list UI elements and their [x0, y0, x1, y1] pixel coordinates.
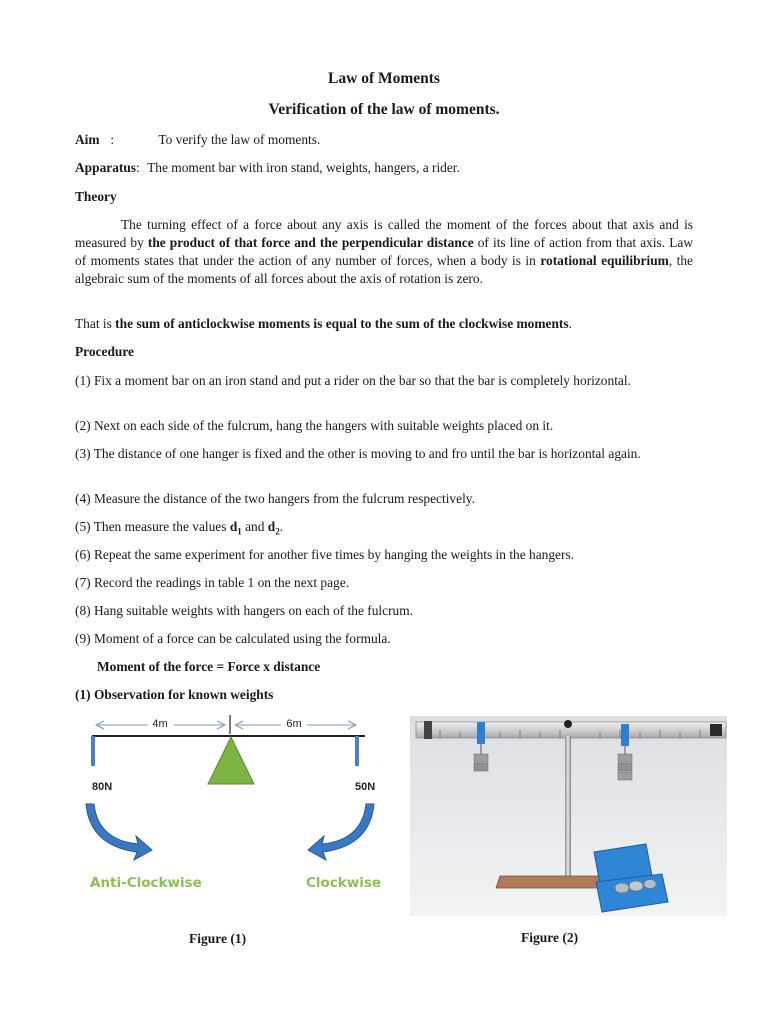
anticlockwise-label: Anti-Clockwise: [90, 875, 202, 891]
procedure-step-3: (3) The distance of one hanger is fixed and the other is moving to and fro until the bar is horizontal again.: [75, 446, 641, 461]
statement-end: .: [568, 316, 572, 331]
observation-heading: (1) Observation for known weights: [75, 687, 274, 702]
right-hanger-clip: [621, 724, 629, 746]
stand-rod: [565, 736, 571, 884]
aim-sep: :: [110, 132, 115, 147]
aim-row: [75, 131, 693, 149]
d2-subscript: 2: [275, 526, 280, 537]
pivot-knob: [564, 720, 572, 728]
box-weight-3: [644, 880, 656, 889]
right-weight-2: [618, 763, 632, 771]
apparatus-sep: :: [136, 160, 140, 175]
figure-2-apparatus-photo: [410, 716, 727, 916]
theory-bold-2: rotational equilibrium: [540, 253, 669, 268]
page-title: Law of Moments: [328, 70, 440, 87]
figure-1-caption: Figure (1): [189, 931, 247, 946]
procedure-step-1: (1) Fix a moment bar on an iron stand and put a rider on the bar so that the bar is completely horizontal.: [75, 373, 631, 388]
clockwise-arrow-icon: [308, 804, 374, 860]
step-5-end: .: [279, 519, 284, 534]
apparatus-row: [75, 159, 693, 177]
box-weight-1: [615, 883, 629, 893]
bar-end-clamp: [424, 721, 432, 739]
procedure-step-6: (6) Repeat the same experiment for another five times by hanging the weights in the hangers.: [75, 547, 575, 562]
left-hanger: [91, 736, 95, 766]
formula: Moment of the force = Force x distance: [97, 659, 321, 674]
right-weight-1: [618, 754, 632, 762]
statement-text-1: That is: [75, 316, 116, 331]
apparatus-text: The moment bar with iron stand, weights, hangers, a rider.: [147, 160, 460, 175]
right-weight-3: [618, 772, 632, 780]
anticlockwise-arrow-icon: [86, 804, 152, 860]
apparatus-label: Apparatus: [75, 160, 137, 175]
theory-statement: [75, 315, 693, 333]
procedure-step-5: [75, 518, 693, 541]
theory-heading: Theory: [75, 189, 117, 204]
right-force-label: 50N: [355, 781, 376, 793]
statement-bold: the sum of anticlockwise moments is equal to the sum of the clockwise moments: [115, 316, 569, 331]
step-5-text: (5) Then measure the values: [75, 519, 230, 534]
procedure-heading: Procedure: [75, 344, 135, 359]
left-hanger-clip: [477, 722, 485, 744]
clockwise-label: Clockwise: [306, 875, 382, 891]
procedure-step-7: (7) Record the readings in table 1 on the next page.: [75, 575, 350, 590]
procedure-step-9: (9) Moment of a force can be calculated using the formula.: [75, 631, 391, 646]
page-subtitle: Verification of the law of moments.: [268, 101, 500, 118]
d1-subscript: 1: [237, 526, 242, 537]
theory-text-2: of its line of action from that axis. Law of moments states that under the action of any number of forces, when a body is in: [75, 235, 693, 268]
right-distance-label: 6m: [286, 718, 302, 730]
procedure-step-4: (4) Measure the distance of the two hangers from the fulcrum respectively.: [75, 491, 475, 506]
bar-end-cap: [710, 724, 722, 736]
d2-symbol: d: [267, 519, 276, 534]
left-distance-label: 4m: [152, 718, 168, 730]
procedure-step-8: (8) Hang suitable weights with hangers on each of the fulcrum.: [75, 603, 414, 618]
figure-2-caption: Figure (2): [521, 930, 579, 945]
aim-label: Aim: [75, 132, 100, 147]
left-weight-2: [474, 763, 488, 771]
right-hanger: [355, 736, 359, 766]
figure-1-lever-diagram: [80, 712, 390, 902]
left-weight-1: [474, 754, 488, 762]
step-5-and: and: [241, 519, 268, 534]
theory-text-3: , the algebraic sum of the moments of all forces about the axis of rotation is zero.: [75, 253, 693, 286]
aim-text: To verify the law of moments.: [158, 132, 321, 147]
procedure-step-2: (2) Next on each side of the fulcrum, hang the hangers with suitable weights placed on it.: [75, 418, 554, 433]
theory-text-1: The turning effect of a force about any axis is called the moment of the forces about that axis and is measured by: [75, 217, 693, 250]
d1-symbol: d: [229, 519, 238, 534]
theory-paragraph: [75, 216, 693, 288]
fulcrum-triangle: [208, 737, 254, 784]
box-weight-2: [629, 881, 643, 891]
theory-bold-1: the product of that force and the perpendicular distance: [147, 235, 474, 250]
left-force-label: 80N: [92, 781, 113, 793]
